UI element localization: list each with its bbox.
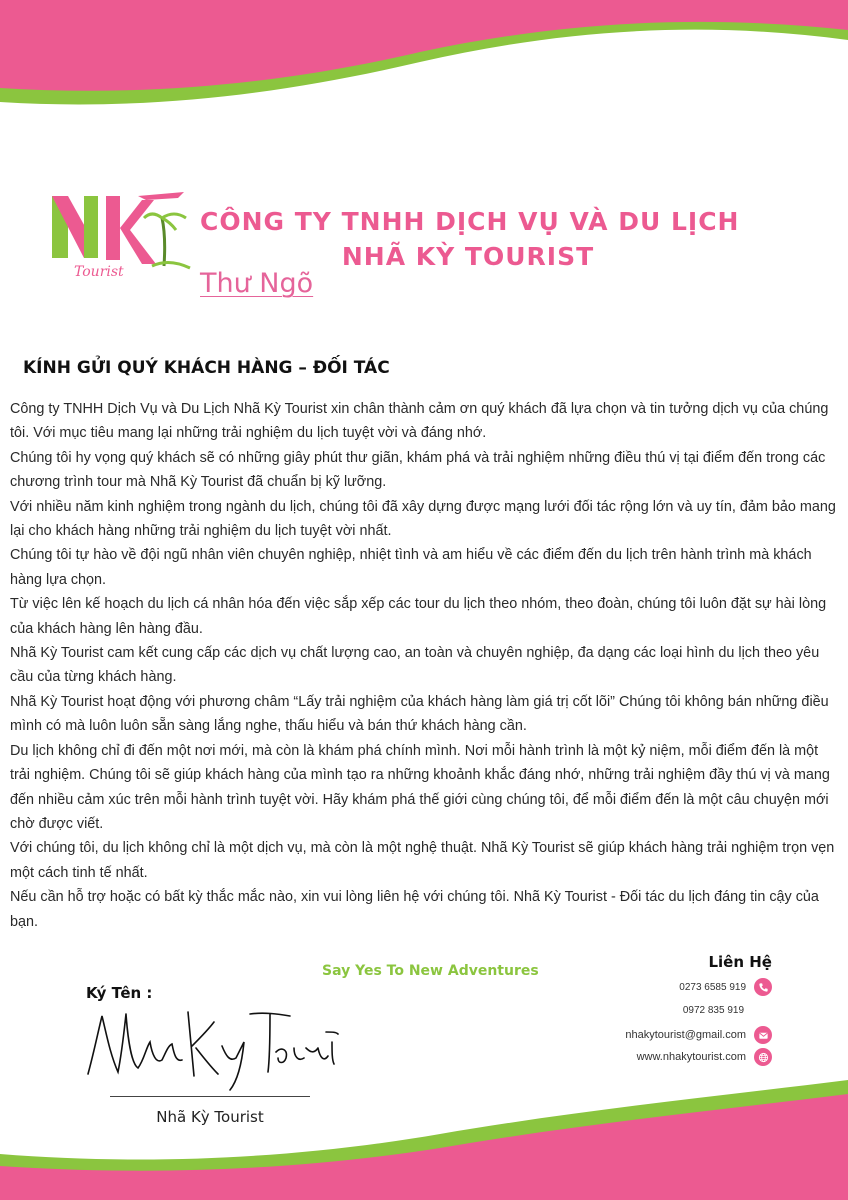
paragraph: Chúng tôi hy vọng quý khách sẽ có những giây phút thư giãn, khám phá và trải nghiệm những điều thú vị tại điểm đến trong các chương trình tour mà Nhã Kỳ Tourist đã chuẩn bị kỹ lưỡng. bbox=[10, 449, 826, 491]
contact-email bbox=[625, 1026, 772, 1044]
phone-number-2[interactable]: 0972 835 919 bbox=[682, 1005, 744, 1016]
logo-script-text: Tourist bbox=[74, 264, 124, 280]
logo-letters: NK bbox=[48, 250, 50, 251]
contact-website bbox=[637, 1048, 772, 1066]
letter-title: Thư Ngõ bbox=[200, 268, 314, 299]
company-name bbox=[200, 204, 740, 274]
contact-phone-1 bbox=[679, 978, 772, 996]
bottom-wave-decoration bbox=[0, 1070, 848, 1200]
paragraph: Với nhiều năm kinh nghiệm trong ngành du lịch, chúng tôi đã xây dựng được mạng lưới đối tác rộng lớn và uy tín, đảm bảo mang lại cho khách hàng những trải nghiệm du lịch tuyệt vời nhất. bbox=[10, 498, 836, 540]
signer-name: Nhã Kỳ Tourist bbox=[156, 1108, 264, 1126]
greeting-heading: KÍNH GỬI QUÝ KHÁCH HÀNG – ĐỐI TÁC bbox=[23, 358, 390, 378]
paragraph: Nhã Kỳ Tourist hoạt động với phương châm “Lấy trải nghiệm của khách hàng làm giá trị cốt lõi” Chúng tôi không bán những điều mình có mà luôn luôn sẵn sàng lắng nghe, thấu hiểu và bán thứ khách hàng cần. bbox=[10, 693, 829, 735]
letter-body bbox=[10, 397, 840, 934]
paragraph: Nếu cần hỗ trợ hoặc có bất kỳ thắc mắc nào, xin vui lòng liên hệ với chúng tôi. Nhã Kỳ Tourist - Đối tác du lịch đáng tin cậy của bạn. bbox=[10, 889, 819, 930]
phone-icon bbox=[754, 978, 772, 996]
paragraph: Nhã Kỳ Tourist cam kết cung cấp các dịch vụ chất lượng cao, an toàn và chuyên nghiệp, đa dạng các loại hình du lịch theo yêu cầu của từng khách hàng. bbox=[10, 645, 820, 686]
contact-title: Liên Hệ bbox=[708, 953, 772, 971]
signature-label: Ký Tên : bbox=[86, 984, 153, 1002]
paragraph: Từ việc lên kế hoạch du lịch cá nhân hóa đến việc sắp xếp các tour du lịch theo nhóm, theo đoàn, chúng tôi luôn đặt sự hài lòng của khách hàng lên hàng đầu. bbox=[10, 596, 827, 637]
paragraph: Du lịch không chỉ đi đến một nơi mới, mà còn là khám phá chính mình. Nơi mỗi hành trình là một kỷ niệm, mỗi điểm đến là một trải nghiệm. Chúng tôi sẽ giúp khách hàng của mình tạo ra những khoảnh khắc đáng nhớ, những trải nghiệm đầy thú vị và mang đến nhiều cảm xúc trên mỗi hành trình tuyệt vời. Hãy khám phá thế giới cùng chúng tôi, để mỗi điểm đến là một câu chuyện mới chờ được viết. bbox=[10, 742, 830, 832]
company-name-line2: NHÃ KỲ TOURIST bbox=[341, 242, 595, 271]
company-name-line1: CÔNG TY TNHH DỊCH VỤ VÀ DU LỊCH bbox=[200, 207, 740, 236]
top-wave-decoration bbox=[0, 0, 848, 120]
globe-icon bbox=[754, 1048, 772, 1066]
contact-phone-2 bbox=[683, 1005, 744, 1016]
paragraph: Chúng tôi tự hào về đội ngũ nhân viên chuyên nghiệp, nhiệt tình và am hiểu về các điểm đến du lịch trên hành trình mà khách hàng lựa chọn. bbox=[10, 547, 812, 588]
website-url[interactable]: www.nhakytourist.com bbox=[636, 1051, 746, 1063]
phone-number-1[interactable]: 0273 6585 919 bbox=[679, 981, 746, 993]
slogan: Say Yes To New Adventures bbox=[322, 963, 539, 979]
paragraph: Công ty TNHH Dịch Vụ và Du Lịch Nhã Kỳ Tourist xin chân thành cảm ơn quý khách đã lựa chọn và tin tưởng dịch vụ của chúng tôi. Với mục tiêu mang lại những trải nghiệm du lịch tuyệt vời và đáng nhớ. bbox=[10, 401, 829, 442]
company-logo bbox=[34, 188, 194, 288]
paragraph: Với chúng tôi, du lịch không chỉ là một dịch vụ, mà còn là một nghệ thuật. Nhã Kỳ Tourist sẽ giúp khách hàng trải nghiệm trọn vẹn một cách tinh tế nhất. bbox=[10, 840, 835, 881]
email-icon bbox=[754, 1026, 772, 1044]
signature-text: NhaKyTourist bbox=[80, 1002, 86, 1003]
email-address[interactable]: nhakytourist@gmail.com bbox=[625, 1029, 746, 1041]
